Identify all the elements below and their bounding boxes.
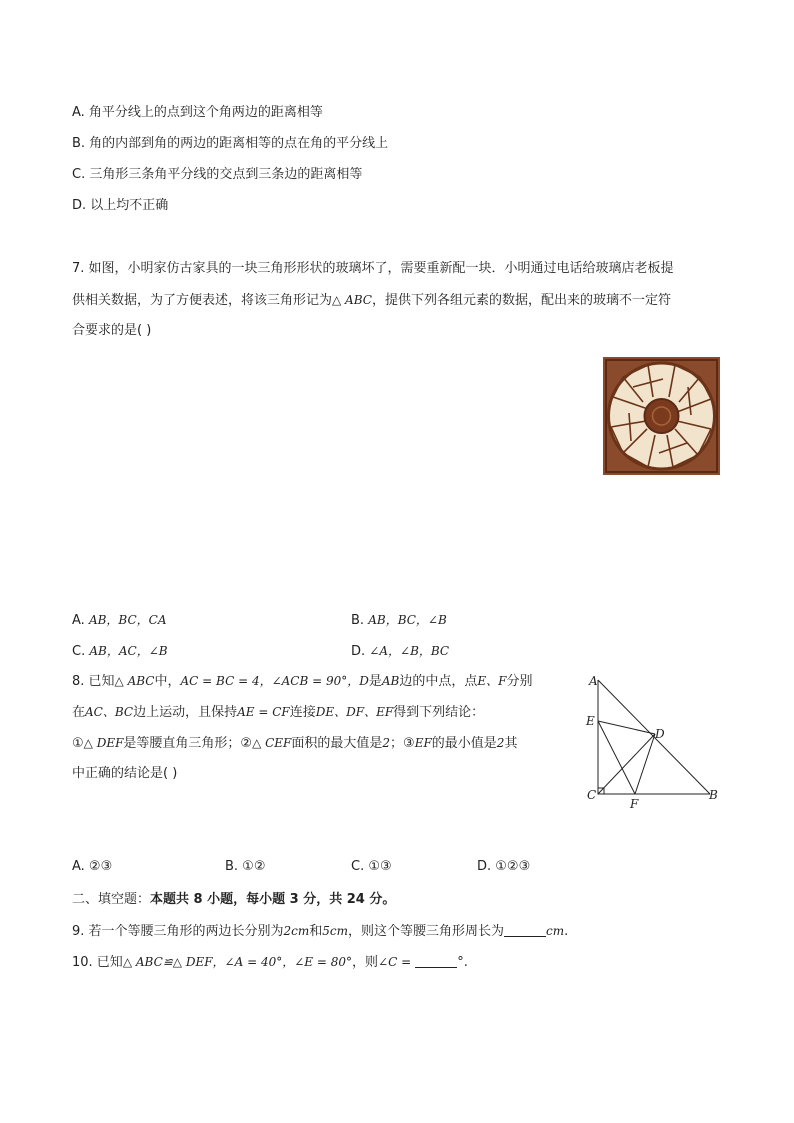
antique-glass-window-image [603, 357, 720, 475]
q10-stem: 10. 已知△ ABC≌△ DEF，∠A = 40°，∠E = 80°，则∠C = °. [72, 955, 468, 970]
q7-option-a: A. AB，BC，CA [72, 613, 167, 628]
q7-stem-line2: 供相关数据，为了方便表述，将该三角形记为△ ABC，提供下列各组元素的数据，配出来的玻璃不一定符 [72, 293, 671, 308]
q10-answer-blank [415, 953, 457, 968]
q8-stem-line4: 中正确的结论是( ) [72, 766, 178, 781]
section2-heading: 二、填空题：本题共 8 小题，每小题 3 分，共 24 分。 [72, 892, 396, 907]
q9-answer-blank [504, 922, 546, 937]
q8-stem-line2: 在AC、BC边上运动，且保持AE = CF连接DE、DF、EF得到下列结论： [72, 705, 485, 720]
segment-ef [598, 721, 635, 794]
q8-option-d: D. ①②③ [477, 859, 531, 874]
label-c: C [587, 788, 597, 802]
segment-cd [598, 734, 655, 794]
q7-stem-line1: 7. 如图，小明家仿古家具的一块三角形形状的玻璃坏了，需要重新配一块．小明通过电话给玻璃店老板提 [72, 261, 674, 276]
q6-option-c: C. 三角形三条角平分线的交点到三条边的距离相等 [72, 167, 363, 182]
label-d: D [655, 727, 665, 741]
label-f: F [630, 797, 639, 811]
q7-option-d: D. ∠A，∠B，BC [351, 644, 450, 659]
q8-option-c: C. ①③ [351, 859, 392, 874]
q6-option-d: D. 以上均不正确 [72, 198, 169, 213]
q8-option-a: A. ②③ [72, 859, 113, 874]
q7-option-c: C. AB，AC，∠B [72, 644, 168, 659]
q6-option-b: B. 角的内部到角的两边的距离相等的点在角的平分线上 [72, 136, 389, 151]
q7-option-b: B. AB，BC，∠B [351, 613, 447, 628]
q9-stem: 9. 若一个等腰三角形的两边长分别为2cm和5cm，则这个等腰三角形周长为 cm. [72, 924, 569, 939]
segment-df [635, 734, 655, 794]
label-e: E [586, 714, 595, 728]
q8-stem-line1: 8. 已知△ ABC中，AC = BC = 4，∠ACB = 90°，D是AB边的中点，点E、F分别 [72, 674, 533, 689]
q8-option-b: B. ①② [225, 859, 266, 874]
q7-stem-line3: 合要求的是( ) [72, 323, 152, 338]
segment-de [598, 721, 655, 734]
q8-triangle-figure [582, 672, 722, 812]
label-b: B [709, 788, 718, 802]
label-a: A [589, 674, 598, 688]
q6-option-a: A. 角平分线上的点到这个角两边的距离相等 [72, 105, 323, 120]
q8-stem-line3: ①△ DEF是等腰直角三角形；②△ CEF面积的最大值是2；③EF的最小值是2其 [72, 736, 518, 751]
